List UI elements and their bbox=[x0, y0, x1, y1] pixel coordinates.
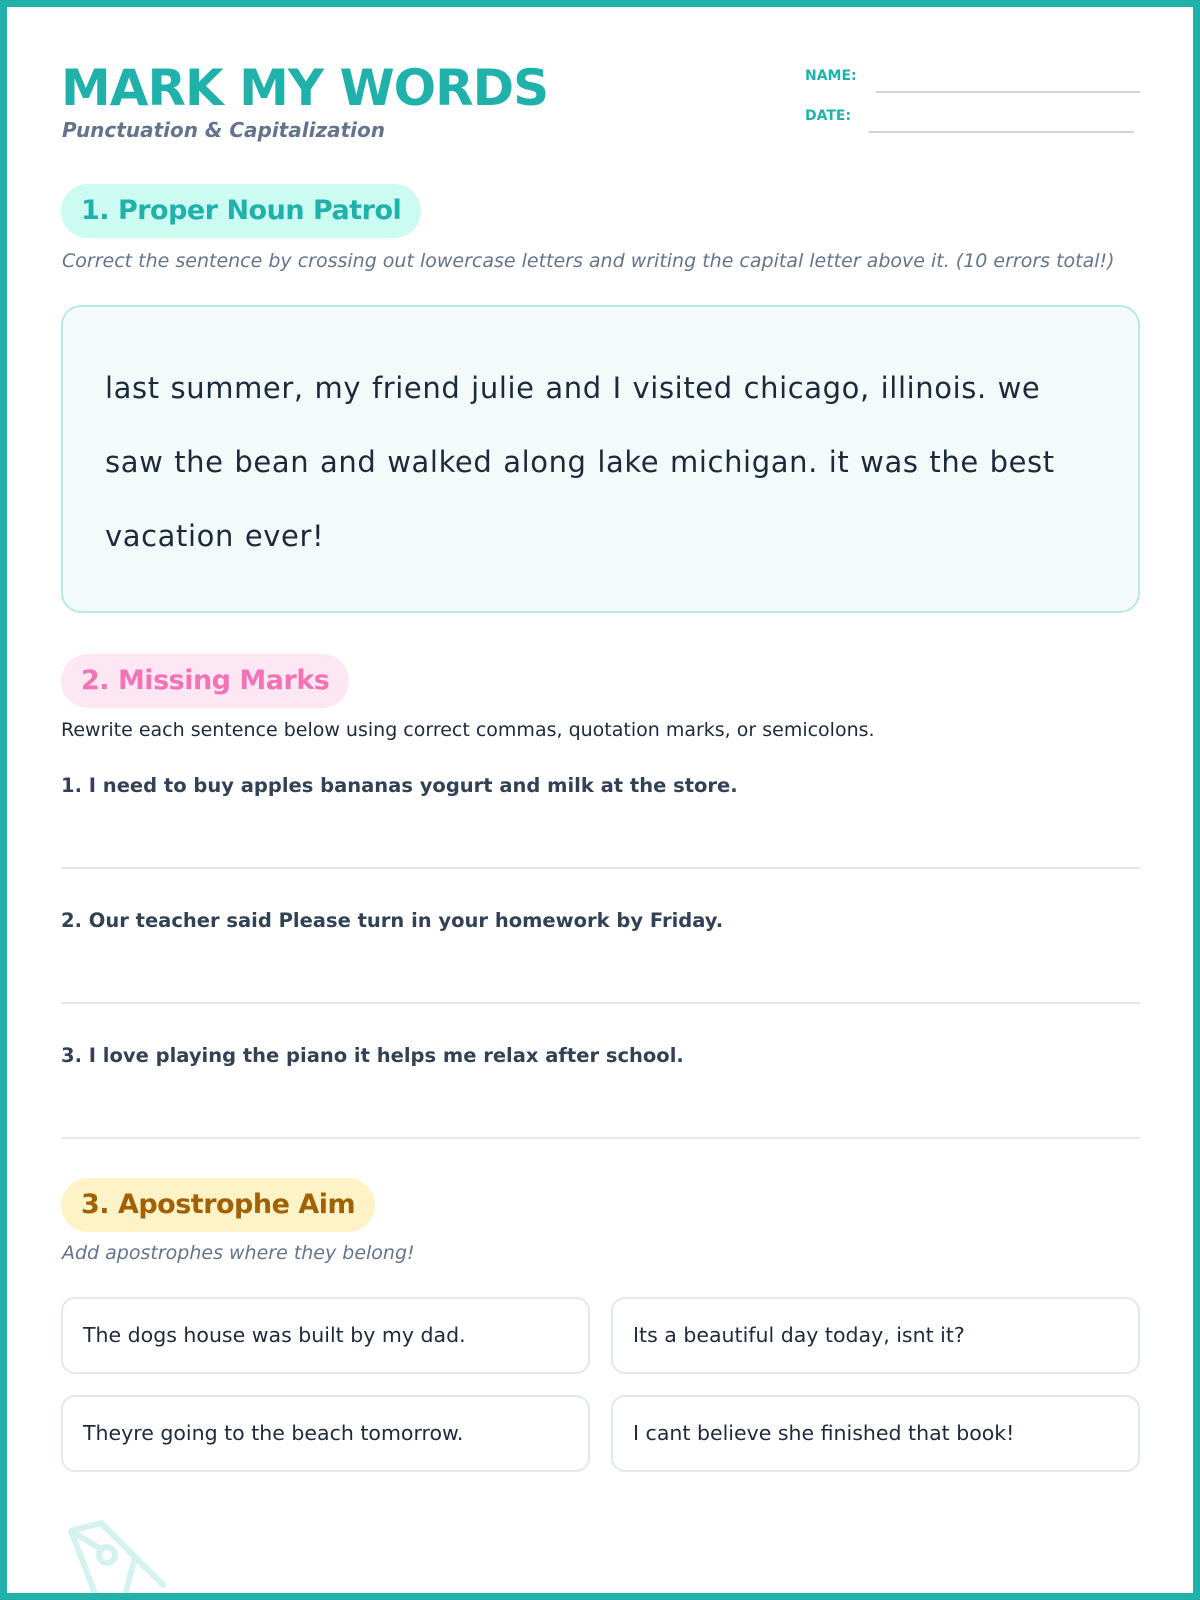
date-label: DATE: bbox=[805, 108, 852, 124]
pen-nib-icon bbox=[63, 1517, 173, 1600]
section-proper-noun-instruction: Correct the sentence by crossing out lowercase letters and writing the capital letter above it. (10 errors total!) bbox=[62, 250, 1115, 272]
worksheet-subtitle: Punctuation & Capitalization bbox=[62, 118, 385, 142]
name-label: NAME: bbox=[805, 68, 857, 84]
section-proper-noun-heading: 1. Proper Noun Patrol bbox=[61, 184, 421, 238]
section-apostrophe-heading: 3. Apostrophe Aim bbox=[61, 1178, 375, 1232]
answer-line[interactable] bbox=[61, 1002, 1140, 1004]
missing-marks-question: 3. I love playing the piano it helps me relax after school. bbox=[61, 1044, 684, 1067]
section-missing-marks-instruction: Rewrite each sentence below using correct commas, quotation marks, or semicolons. bbox=[61, 719, 875, 741]
worksheet-title: MARK MY WORDS bbox=[61, 59, 549, 117]
proper-noun-passage-box bbox=[61, 305, 1140, 613]
missing-marks-question: 2. Our teacher said Please turn in your homework by Friday. bbox=[61, 909, 724, 932]
apostrophe-item[interactable]: I cant believe she finished that book! bbox=[611, 1395, 1140, 1472]
missing-marks-question: 1. I need to buy apples bananas yogurt and milk at the store. bbox=[61, 774, 738, 797]
answer-line[interactable] bbox=[61, 867, 1140, 869]
section-missing-marks-heading: 2. Missing Marks bbox=[61, 654, 349, 708]
proper-noun-passage: last summer, my friend julie and I visited chicago, illinois. we saw the bean and walked along lake michigan. it was the best vacation ever! bbox=[105, 371, 1055, 553]
name-field[interactable] bbox=[876, 91, 1140, 93]
apostrophe-item[interactable]: Its a beautiful day today, isnt it? bbox=[611, 1297, 1140, 1374]
section-apostrophe-instruction: Add apostrophes where they belong! bbox=[62, 1242, 415, 1264]
date-field[interactable] bbox=[869, 131, 1134, 133]
answer-line[interactable] bbox=[61, 1137, 1140, 1139]
apostrophe-item[interactable]: The dogs house was built by my dad. bbox=[61, 1297, 590, 1374]
apostrophe-item[interactable]: Theyre going to the beach tomorrow. bbox=[61, 1395, 590, 1472]
